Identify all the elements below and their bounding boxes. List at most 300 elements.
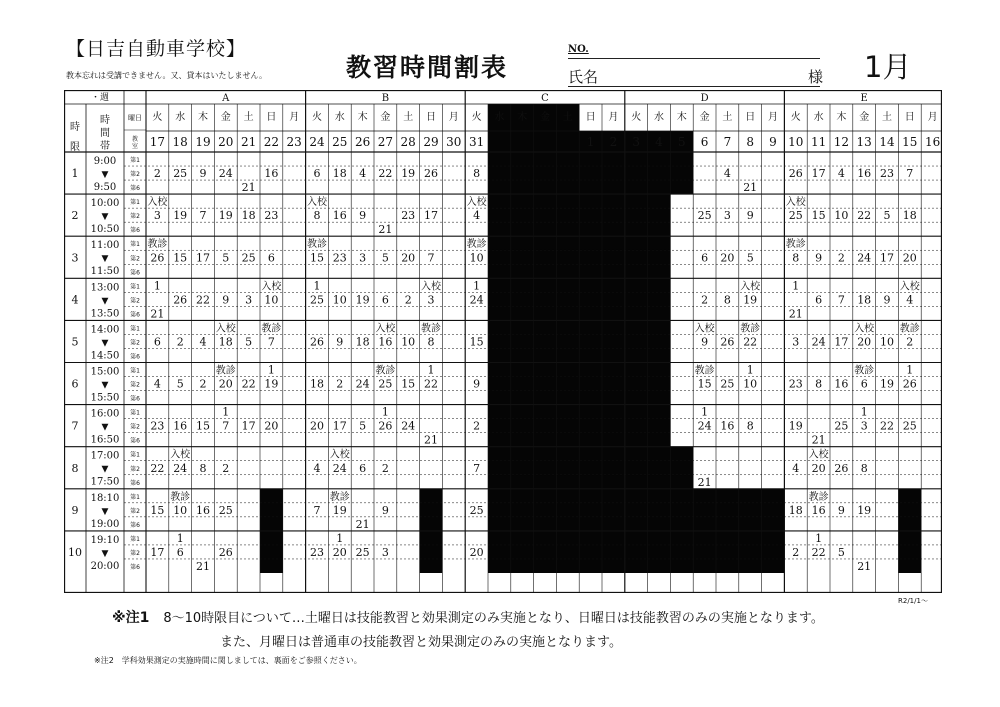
weekday-4: 土 bbox=[243, 112, 254, 123]
lesson-entry: 1 bbox=[381, 405, 389, 419]
period-arrow: ▼ bbox=[101, 296, 109, 307]
lesson-entry: 8 bbox=[860, 461, 868, 475]
lesson-entry: 20 bbox=[811, 461, 826, 475]
lesson-entry: 17 bbox=[834, 335, 849, 349]
room-label: 第6 bbox=[130, 395, 140, 403]
lesson-entry: 8 bbox=[746, 419, 754, 433]
lesson-entry: 4 bbox=[837, 167, 845, 181]
weekday-12: 日 bbox=[426, 112, 436, 123]
date-4: 21 bbox=[240, 135, 257, 149]
date-27: 9 bbox=[769, 135, 777, 149]
lesson-entry: 26 bbox=[788, 167, 803, 181]
period-end-time: 10:50 bbox=[90, 224, 120, 236]
lesson-entry: 10 bbox=[264, 293, 279, 307]
weekday-33: 日 bbox=[904, 112, 915, 123]
lesson-entry: 8 bbox=[723, 293, 731, 307]
weekday-29: 水 bbox=[813, 112, 824, 123]
lesson-entry: 入校 bbox=[466, 197, 487, 209]
room-label: 第2 bbox=[130, 297, 140, 305]
lesson-entry: 20 bbox=[857, 335, 872, 349]
week-E: E bbox=[860, 93, 868, 104]
period-arrow: ▼ bbox=[101, 254, 109, 265]
lesson-entry: 3 bbox=[153, 209, 161, 223]
lesson-entry: 1 bbox=[153, 279, 161, 293]
lesson-entry: 1 bbox=[860, 405, 868, 419]
version-label: R2/1/1〜 bbox=[898, 597, 928, 605]
lesson-entry: 19 bbox=[788, 419, 803, 433]
lesson-entry: 8 bbox=[313, 209, 321, 223]
period-number: 4 bbox=[71, 293, 79, 307]
date-23: 5 bbox=[677, 135, 686, 149]
lesson-entry: 8 bbox=[427, 335, 435, 349]
period-label-1: 時 bbox=[70, 122, 80, 133]
lesson-entry: 22 bbox=[241, 377, 256, 391]
lesson-entry: 3 bbox=[792, 335, 800, 349]
date-14: 31 bbox=[468, 135, 485, 149]
week-D: D bbox=[700, 93, 709, 104]
date-24: 6 bbox=[700, 135, 709, 149]
lesson-entry: 7 bbox=[313, 503, 321, 517]
date-21: 3 bbox=[632, 135, 641, 149]
lesson-entry: 入校 bbox=[899, 281, 920, 293]
lesson-entry: 5 bbox=[176, 377, 184, 391]
lesson-entry: 3 bbox=[860, 419, 868, 433]
youbi-label: 曜日 bbox=[128, 114, 142, 122]
time-label-3: 帯 bbox=[100, 141, 110, 152]
lesson-entry: 16 bbox=[196, 503, 210, 517]
note-1-label: ※注1 bbox=[112, 610, 150, 626]
date-13: 30 bbox=[446, 135, 462, 149]
lesson-entry: 7 bbox=[473, 461, 481, 475]
lesson-entry: 8 bbox=[815, 377, 823, 391]
lesson-entry: 教診 bbox=[215, 365, 236, 377]
period-arrow: ▼ bbox=[101, 338, 109, 349]
lesson-entry: 21 bbox=[857, 560, 872, 573]
weekday-25: 土 bbox=[722, 112, 733, 123]
lesson-entry: 24 bbox=[857, 251, 872, 265]
lesson-entry: 5 bbox=[746, 251, 754, 265]
lesson-entry: 入校 bbox=[375, 323, 396, 335]
date-30: 12 bbox=[833, 135, 850, 149]
note-1 bbox=[112, 607, 824, 627]
period-number: 9 bbox=[71, 503, 79, 517]
lesson-entry: 20 bbox=[310, 419, 324, 433]
lesson-entry: 24 bbox=[332, 461, 347, 475]
number-line bbox=[568, 58, 820, 59]
lesson-entry: 26 bbox=[150, 251, 165, 265]
lesson-entry: 22 bbox=[150, 461, 165, 475]
lesson-entry: 1 bbox=[313, 279, 321, 293]
room-label: 第1 bbox=[130, 367, 140, 375]
room-label: 第6 bbox=[130, 564, 140, 571]
lesson-entry: 20 bbox=[469, 545, 484, 559]
lesson-entry: 26 bbox=[902, 377, 917, 391]
lesson-entry: 9 bbox=[381, 503, 389, 517]
lesson-entry: 6 bbox=[701, 251, 709, 265]
lesson-entry: 5 bbox=[883, 209, 891, 223]
room-label: 第2 bbox=[130, 381, 140, 389]
period-start-time: 16:00 bbox=[90, 408, 120, 420]
note-1-line-1: 8〜10時限目について…土曜日は技能教習と効果測定のみ実施となり、日曜日は技能教習のみの実施となります。 bbox=[163, 611, 824, 626]
kyoushitsu-label-2: 室 bbox=[131, 143, 139, 150]
weekday-21: 火 bbox=[631, 112, 642, 123]
room-label: 第6 bbox=[130, 227, 140, 235]
room-label: 第6 bbox=[130, 185, 140, 193]
lesson-entry: 22 bbox=[424, 377, 438, 391]
period-end-time: 19:00 bbox=[90, 518, 120, 530]
lesson-entry: 9 bbox=[746, 209, 754, 223]
lesson-entry: 18 bbox=[241, 209, 256, 223]
lesson-entry: 教診 bbox=[170, 491, 191, 503]
lesson-entry: 6 bbox=[359, 461, 367, 475]
lesson-entry: 入校 bbox=[170, 449, 191, 461]
lesson-entry: 18 bbox=[332, 167, 347, 181]
room-label: 第6 bbox=[130, 353, 140, 361]
lesson-entry: 4 bbox=[199, 335, 207, 349]
week-B: B bbox=[381, 93, 390, 104]
lesson-entry: 1 bbox=[336, 531, 344, 545]
lesson-entry: 19 bbox=[264, 377, 279, 391]
lesson-entry: 7 bbox=[906, 167, 914, 181]
room-label: 第6 bbox=[130, 437, 140, 445]
lesson-entry: 教診 bbox=[808, 491, 829, 503]
note-2: ※注2 学科効果測定の実施時間に関しましては、裏面をご参照ください。 bbox=[94, 656, 362, 665]
lesson-entry: 2 bbox=[336, 377, 344, 391]
weekday-34: 月 bbox=[927, 112, 938, 123]
date-19: 1 bbox=[586, 135, 595, 149]
room-label: 第1 bbox=[130, 409, 140, 417]
lesson-entry: 4 bbox=[906, 293, 914, 307]
lesson-entry: 3 bbox=[381, 545, 389, 559]
date-1: 18 bbox=[172, 135, 188, 149]
date-6: 23 bbox=[286, 135, 302, 149]
period-end-time: 13:50 bbox=[90, 308, 120, 320]
lesson-entry: 25 bbox=[378, 377, 393, 391]
date-34: 16 bbox=[924, 135, 941, 149]
date-7: 24 bbox=[309, 135, 325, 149]
lesson-entry: 23 bbox=[880, 167, 894, 181]
lesson-entry: 21 bbox=[788, 307, 803, 321]
lesson-entry: 2 bbox=[222, 461, 230, 475]
lesson-entry: 19 bbox=[332, 503, 347, 517]
lesson-entry: 25 bbox=[834, 419, 849, 433]
period-number: 1 bbox=[71, 167, 79, 181]
lesson-entry: 7 bbox=[837, 293, 845, 307]
date-32: 14 bbox=[879, 135, 895, 149]
weekday-32: 土 bbox=[882, 112, 892, 123]
lesson-entry: 5 bbox=[359, 419, 367, 433]
lesson-entry: 1 bbox=[427, 363, 435, 377]
lesson-entry: 10 bbox=[469, 251, 484, 265]
lesson-entry: 24 bbox=[401, 419, 416, 433]
period-end-time: 14:50 bbox=[90, 350, 120, 362]
lesson-entry: 9 bbox=[336, 335, 344, 349]
honorific-label: 様 bbox=[808, 68, 824, 86]
lesson-entry: 24 bbox=[469, 293, 484, 307]
textbook-notice: 教本忘れは受講できません。又、貸本はいたしません。 bbox=[66, 71, 267, 80]
date-5: 22 bbox=[263, 135, 280, 149]
lesson-entry: 24 bbox=[173, 461, 188, 475]
room-label: 第1 bbox=[130, 493, 140, 501]
lesson-entry: 8 bbox=[199, 461, 207, 475]
lesson-entry: 21 bbox=[424, 433, 438, 447]
lesson-entry: 23 bbox=[310, 545, 324, 559]
lesson-entry: 18 bbox=[857, 293, 872, 307]
lesson-entry: 26 bbox=[378, 419, 393, 433]
lesson-entry: 16 bbox=[834, 377, 849, 391]
redaction-block-3 bbox=[579, 447, 693, 489]
lesson-entry: 22 bbox=[196, 293, 210, 307]
room-label: 第6 bbox=[130, 479, 140, 487]
lesson-entry: 18 bbox=[788, 503, 803, 517]
period-start-time: 13:00 bbox=[90, 282, 120, 294]
week-C: C bbox=[541, 93, 549, 104]
lesson-entry: 入校 bbox=[307, 197, 327, 209]
date-9: 26 bbox=[354, 135, 371, 149]
room-label: 第1 bbox=[130, 199, 140, 207]
lesson-entry: 19 bbox=[401, 167, 416, 181]
lesson-entry: 19 bbox=[218, 209, 233, 223]
weekday-13: 月 bbox=[448, 112, 459, 123]
period-arrow: ▼ bbox=[101, 464, 109, 475]
period-start-time: 14:00 bbox=[90, 324, 120, 336]
weekday-11: 土 bbox=[403, 112, 414, 123]
lesson-entry: 8 bbox=[473, 167, 481, 181]
date-25: 7 bbox=[723, 135, 732, 149]
lesson-entry: 入校 bbox=[694, 323, 715, 335]
period-start-time: 15:00 bbox=[90, 366, 120, 378]
lesson-entry: 6 bbox=[313, 167, 321, 181]
lesson-entry: 17 bbox=[880, 251, 894, 265]
room-label: 第2 bbox=[130, 423, 140, 431]
lesson-entry: 10 bbox=[401, 335, 416, 349]
room-label: 第1 bbox=[130, 451, 140, 459]
lesson-entry: 19 bbox=[880, 377, 894, 391]
period-arrow: ▼ bbox=[101, 548, 109, 559]
lesson-entry: 1 bbox=[701, 405, 709, 419]
lesson-entry: 16 bbox=[264, 167, 279, 181]
lesson-entry: 9 bbox=[701, 335, 709, 349]
lesson-entry: 20 bbox=[218, 377, 233, 391]
lesson-entry: 1 bbox=[267, 363, 275, 377]
lesson-entry: 16 bbox=[720, 419, 735, 433]
lesson-entry: 入校 bbox=[215, 323, 236, 335]
lesson-entry: 6 bbox=[381, 293, 389, 307]
lesson-entry: 19 bbox=[173, 209, 188, 223]
weekday-1: 水 bbox=[175, 112, 186, 123]
lesson-entry: 17 bbox=[332, 419, 347, 433]
lesson-entry: 24 bbox=[697, 419, 712, 433]
room-label: 第1 bbox=[130, 157, 140, 165]
period-number: 10 bbox=[68, 545, 82, 559]
date-8: 25 bbox=[332, 135, 348, 149]
time-label-2: 間 bbox=[100, 128, 110, 139]
lesson-entry: 25 bbox=[788, 209, 803, 223]
lesson-entry: 19 bbox=[857, 503, 872, 517]
lesson-entry: 1 bbox=[176, 531, 184, 545]
lesson-entry: 入校 bbox=[740, 281, 761, 293]
weekday-3: 金 bbox=[220, 112, 231, 123]
lesson-entry: 17 bbox=[811, 167, 826, 181]
lesson-entry: 16 bbox=[173, 419, 188, 433]
lesson-entry: 25 bbox=[310, 293, 324, 307]
lesson-entry: 2 bbox=[906, 335, 914, 349]
lesson-entry: 3 bbox=[427, 293, 435, 307]
weekday-24: 金 bbox=[699, 112, 710, 123]
weekday-9: 木 bbox=[357, 112, 368, 123]
lesson-entry: 9 bbox=[473, 377, 481, 391]
period-end-time: 20:00 bbox=[90, 560, 120, 572]
room-label: 第2 bbox=[130, 339, 140, 347]
lesson-entry: 15 bbox=[173, 251, 188, 265]
lesson-entry: 教診 bbox=[899, 323, 920, 335]
weekday-2: 木 bbox=[198, 112, 208, 123]
lesson-entry: 18 bbox=[218, 335, 233, 349]
lesson-entry: 25 bbox=[218, 503, 233, 517]
date-33: 15 bbox=[902, 135, 918, 149]
lesson-entry: 23 bbox=[788, 377, 803, 391]
date-3: 20 bbox=[218, 135, 234, 149]
weekday-14: 火 bbox=[471, 112, 482, 123]
lesson-entry: 5 bbox=[381, 251, 389, 265]
period-arrow: ▼ bbox=[101, 422, 109, 433]
lesson-entry: 7 bbox=[199, 209, 207, 223]
lesson-entry: 教診 bbox=[147, 239, 168, 251]
period-arrow: ▼ bbox=[101, 212, 109, 223]
lesson-entry: 23 bbox=[401, 209, 416, 223]
lesson-entry: 22 bbox=[378, 167, 393, 181]
weekday-17: 金 bbox=[540, 112, 550, 123]
time-label-1: 時 bbox=[100, 115, 110, 126]
date-28: 10 bbox=[788, 135, 804, 149]
lesson-entry: 6 bbox=[153, 335, 161, 349]
lesson-entry: 2 bbox=[381, 461, 389, 475]
date-20: 2 bbox=[609, 135, 618, 149]
period-number: 7 bbox=[71, 419, 79, 433]
lesson-entry: 21 bbox=[811, 433, 826, 447]
lesson-entry: 16 bbox=[378, 335, 393, 349]
lesson-entry: 入校 bbox=[808, 449, 829, 461]
lesson-entry: 4 bbox=[359, 167, 367, 181]
period-end-time: 11:50 bbox=[90, 266, 120, 278]
lesson-entry: 入校 bbox=[147, 197, 168, 209]
lesson-entry: 23 bbox=[150, 419, 165, 433]
kyoushitsu-label-1: 教 bbox=[131, 136, 139, 143]
date-31: 13 bbox=[856, 135, 872, 149]
lesson-entry: 15 bbox=[401, 377, 416, 391]
lesson-entry: 5 bbox=[245, 335, 253, 349]
lesson-entry: 6 bbox=[860, 377, 868, 391]
lesson-entry: 教診 bbox=[375, 365, 396, 377]
lesson-entry: 24 bbox=[811, 335, 826, 349]
weekday-22: 水 bbox=[654, 112, 664, 123]
lesson-entry: 26 bbox=[720, 335, 735, 349]
name-label: 氏名 bbox=[568, 68, 599, 86]
lesson-entry: 5 bbox=[837, 545, 845, 559]
name-line bbox=[568, 86, 820, 87]
lesson-entry: 20 bbox=[332, 545, 347, 559]
room-label: 第1 bbox=[130, 283, 140, 291]
period-arrow: ▼ bbox=[101, 170, 109, 180]
month-label: 1月 bbox=[864, 50, 912, 84]
room-label: 第1 bbox=[130, 535, 140, 543]
lesson-entry: 25 bbox=[902, 419, 917, 433]
lesson-entry: 4 bbox=[473, 209, 481, 223]
lesson-entry: 2 bbox=[837, 251, 845, 265]
weekday-15: 水 bbox=[494, 112, 505, 123]
lesson-entry: 2 bbox=[792, 545, 800, 559]
lesson-entry: 18 bbox=[355, 335, 370, 349]
period-start-time: 9:00 bbox=[93, 156, 117, 167]
lesson-entry: 3 bbox=[723, 209, 731, 223]
lesson-entry: 教診 bbox=[261, 323, 282, 335]
lesson-entry: 9 bbox=[222, 293, 230, 307]
lesson-entry: 1 bbox=[792, 279, 800, 293]
weekday-30: 木 bbox=[836, 112, 847, 123]
week-label: ・週 bbox=[90, 93, 110, 103]
lesson-entry: 7 bbox=[222, 419, 230, 433]
lesson-entry: 15 bbox=[811, 209, 826, 223]
lesson-entry: 9 bbox=[199, 167, 207, 181]
lesson-entry: 1 bbox=[222, 405, 230, 419]
period-end-time: 15:50 bbox=[90, 392, 120, 404]
lesson-entry: 2 bbox=[473, 419, 481, 433]
period-end-time: 16:50 bbox=[90, 434, 120, 446]
lesson-entry: 25 bbox=[241, 251, 256, 265]
lesson-entry: 2 bbox=[199, 377, 207, 391]
period-number: 3 bbox=[71, 251, 79, 265]
lesson-entry: 20 bbox=[401, 251, 416, 265]
date-29: 11 bbox=[810, 135, 827, 149]
lesson-entry: 17 bbox=[424, 209, 438, 223]
room-label: 第2 bbox=[130, 549, 140, 557]
date-10: 27 bbox=[377, 135, 394, 149]
lesson-entry: 26 bbox=[218, 545, 233, 559]
room-label: 第6 bbox=[130, 521, 140, 529]
date-22: 4 bbox=[655, 135, 663, 149]
lesson-entry: 20 bbox=[720, 251, 735, 265]
lesson-entry: 教診 bbox=[785, 239, 806, 251]
lesson-entry: 6 bbox=[815, 293, 823, 307]
date-11: 28 bbox=[400, 135, 416, 149]
lesson-entry: 9 bbox=[359, 209, 367, 223]
period-end-time: 17:50 bbox=[90, 476, 120, 488]
lesson-entry: 21 bbox=[196, 560, 210, 573]
period-number: 6 bbox=[71, 377, 79, 391]
lesson-entry: 22 bbox=[857, 209, 872, 223]
page-title: 教習時間割表 bbox=[346, 53, 509, 82]
lesson-entry: 25 bbox=[355, 545, 370, 559]
lesson-entry: 21 bbox=[241, 181, 256, 195]
period-start-time: 17:00 bbox=[90, 450, 120, 462]
lesson-entry: 15 bbox=[697, 377, 712, 391]
lesson-entry: 教診 bbox=[421, 323, 441, 335]
lesson-entry: 4 bbox=[723, 167, 731, 181]
lesson-entry: 入校 bbox=[421, 281, 441, 293]
period-number: 2 bbox=[71, 209, 79, 223]
lesson-entry: 25 bbox=[469, 503, 484, 517]
weekday-28: 火 bbox=[790, 112, 801, 123]
date-26: 8 bbox=[746, 135, 755, 149]
lesson-entry: 17 bbox=[241, 419, 256, 433]
weekday-31: 金 bbox=[859, 112, 870, 123]
school-name: 【日吉自動車学校】 bbox=[66, 38, 247, 60]
room-label: 第2 bbox=[130, 255, 140, 263]
weekday-10: 金 bbox=[380, 112, 391, 123]
lesson-entry: 1 bbox=[746, 363, 754, 377]
weekday-26: 日 bbox=[745, 112, 756, 123]
lesson-entry: 23 bbox=[264, 209, 279, 223]
